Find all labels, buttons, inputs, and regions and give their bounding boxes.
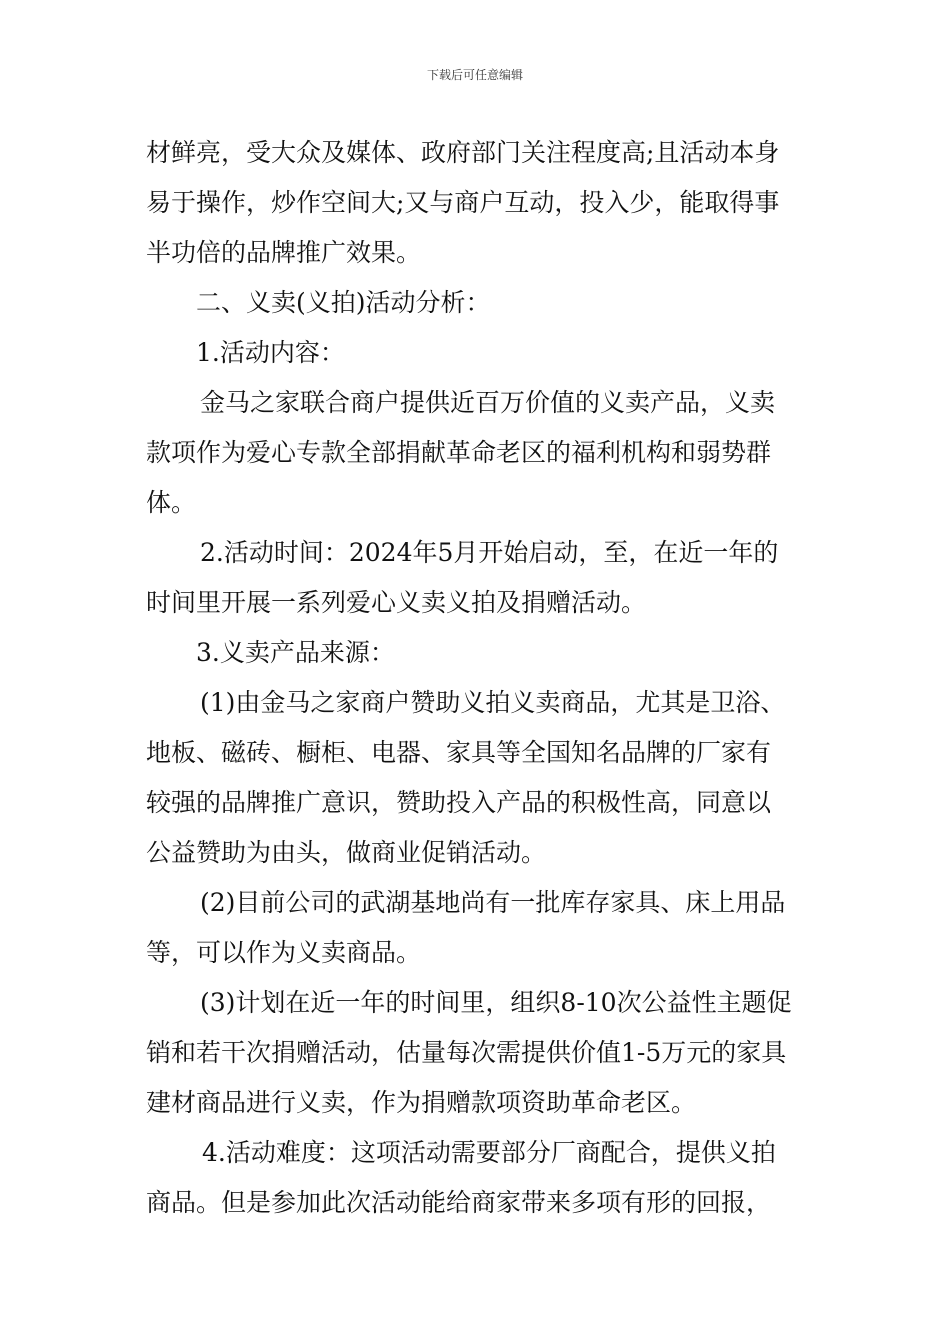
text-line: 销和若干次捐赠活动，估量每次需提供价值1-5万元的家具 xyxy=(146,1038,787,1067)
text-line: 较强的品牌推广意识，赞助投入产品的积极性高，同意以 xyxy=(146,788,772,817)
text-line: 半功倍的品牌推广效果。 xyxy=(146,238,422,267)
text-line: 款项作为爱心专款全部捐献革命老区的福利机构和弱势群 xyxy=(146,438,772,467)
text-line: 4.活动难度：这项活动需要部分厂商配合，提供义拍 xyxy=(202,1138,776,1167)
text-line: 2.活动时间：2024年5月开始启动，至，在近一年的 xyxy=(200,538,779,567)
text-line: 金马之家联合商户提供近百万价值的义卖产品，义卖 xyxy=(200,388,776,417)
text-line: 等，可以作为义卖商品。 xyxy=(146,938,422,967)
text-line: (2)目前公司的武湖基地尚有一批库存家具、床上用品 xyxy=(200,888,786,917)
text-line: (1)由金马之家商户赞助义拍义卖商品，尤其是卫浴、 xyxy=(200,688,786,717)
text-line: 商品。但是参加此次活动能给商家带来多项有形的回报， xyxy=(146,1188,772,1217)
text-line: 时间里开展一系列爱心义卖义拍及捐赠活动。 xyxy=(146,588,647,617)
text-line: 建材商品进行义卖，作为捐赠款项资助革命老区。 xyxy=(146,1088,697,1117)
text-line: 材鲜亮，受大众及媒体、政府部门关注程度高;且活动本身 xyxy=(146,138,780,167)
text-line: (3)计划在近一年的时间里，组织8-10次公益性主题促 xyxy=(200,988,792,1017)
subsection-heading: 1.活动内容： xyxy=(196,338,345,367)
document-body xyxy=(146,128,808,1228)
page-header-note: 下载后可任意编辑 xyxy=(426,68,523,82)
text-line: 易于操作，炒作空间大;又与商户互动，投入少，能取得事 xyxy=(146,188,780,217)
text-line: 公益赞助为由头，做商业促销活动。 xyxy=(146,838,547,867)
text-line: 地板、磁砖、橱柜、电器、家具等全国知名品牌的厂家有 xyxy=(146,738,772,767)
section-heading: 二、义卖(义拍)活动分析： xyxy=(196,288,491,317)
subsection-heading: 3.义卖产品来源： xyxy=(196,638,395,667)
text-line: 体。 xyxy=(146,488,197,517)
